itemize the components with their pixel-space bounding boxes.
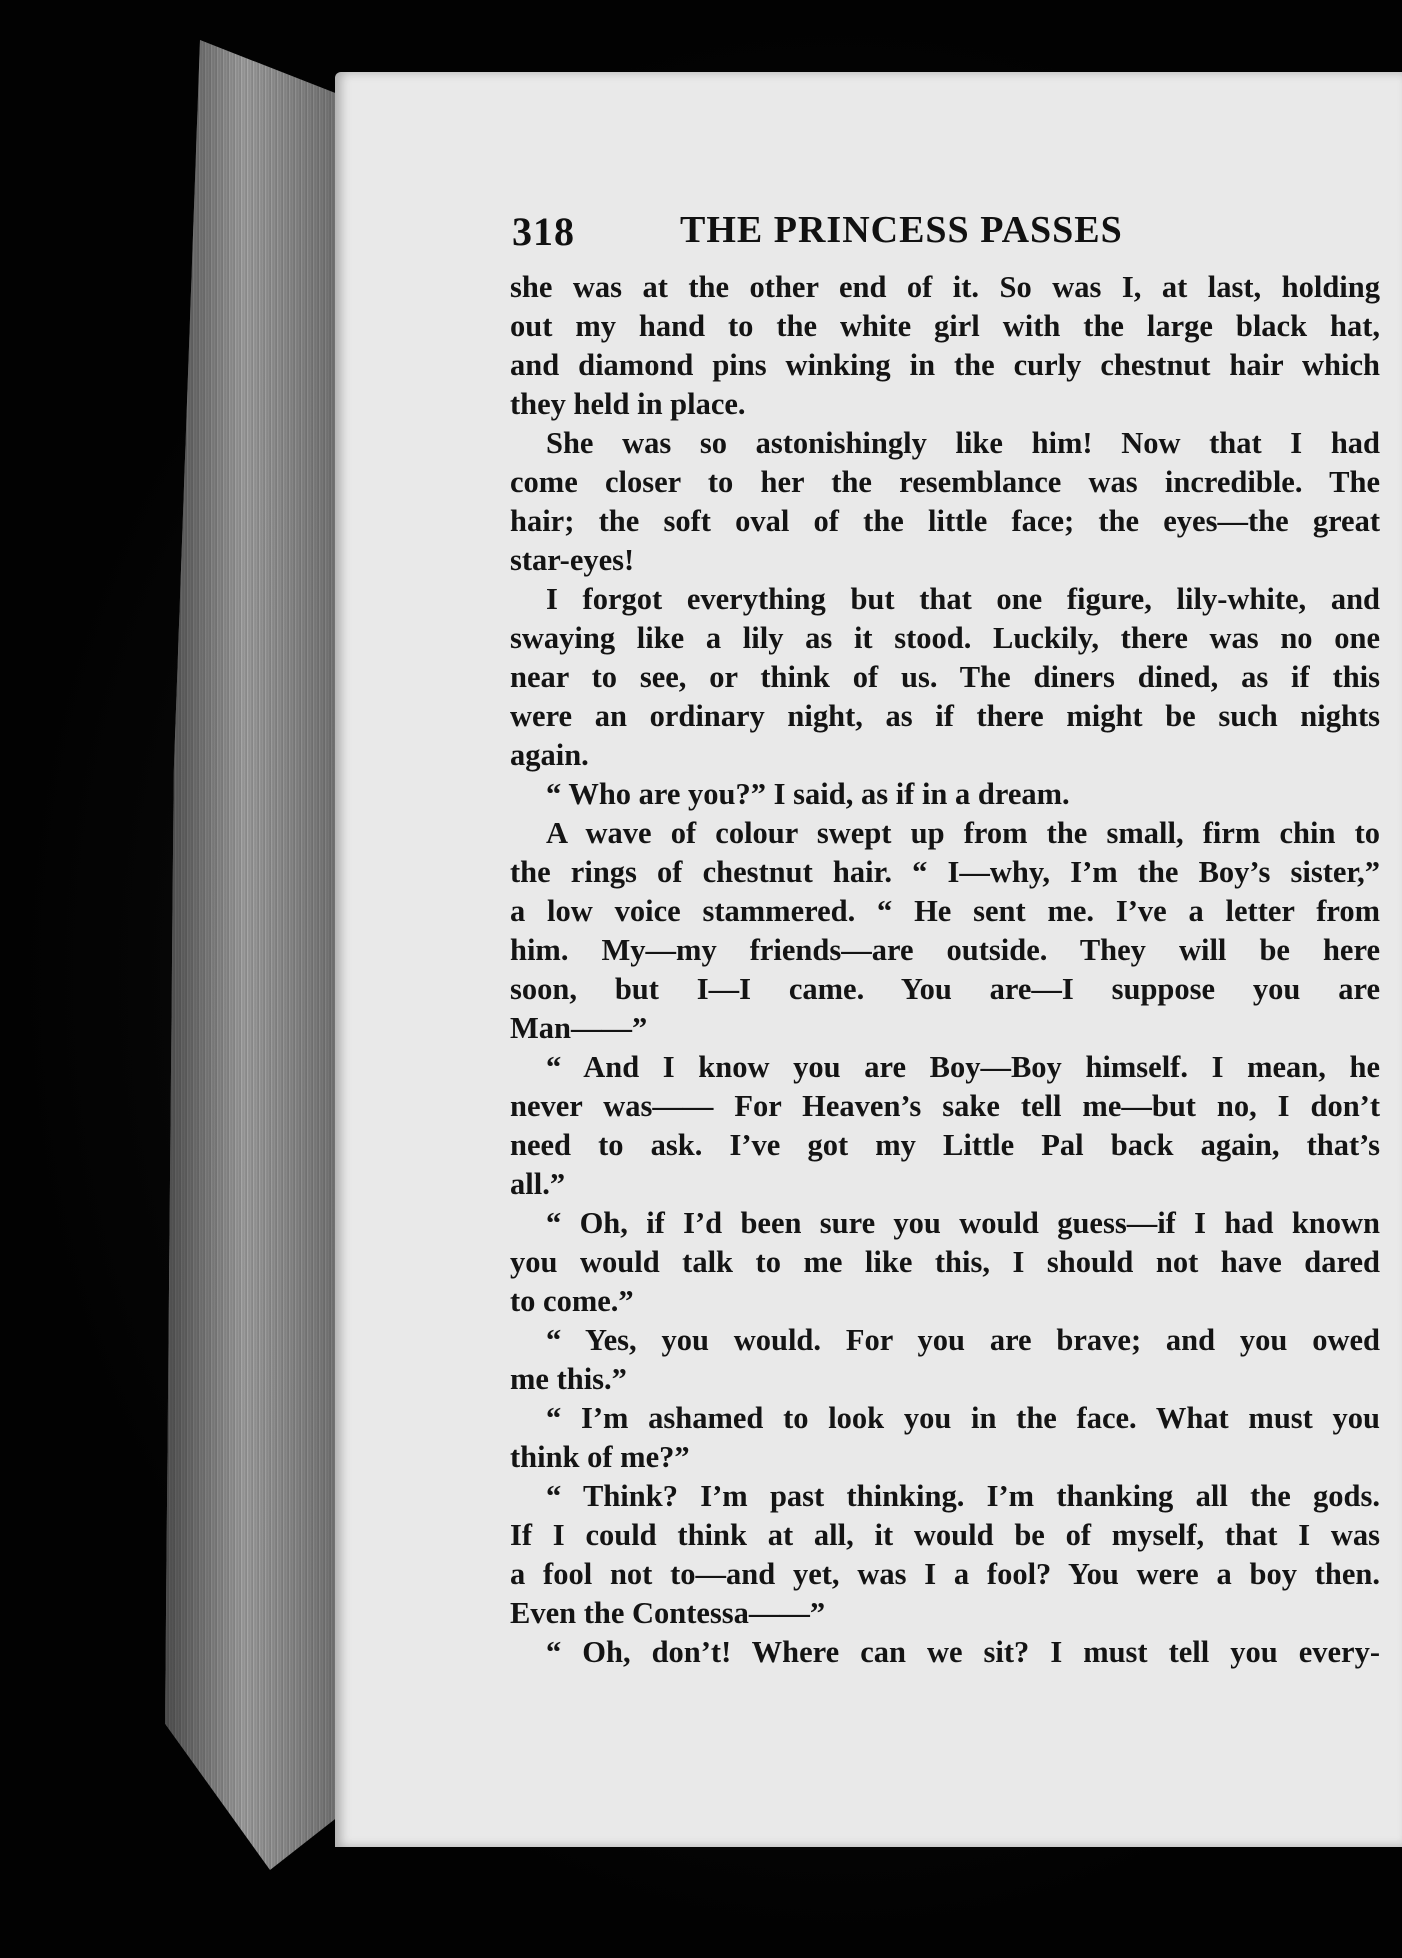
text-line: star-eyes! [510,543,635,577]
text-line: a low voice stammered. “ He sent me. I’ve a letter from [510,894,1380,928]
text-line: need to ask. I’ve got my Little Pal back again, that’s [510,1128,1380,1162]
text-line: soon, but I—I came. You are—I suppose you are [510,972,1380,1006]
text-line: “ And I know you are Boy—Boy himself. I mean, he [546,1050,1380,1084]
book-page-edges-shade [165,40,340,1870]
text-line: again. [510,738,589,772]
text-line: hair; the soft oval of the little face; the eyes—the great [510,504,1380,538]
text-line: they held in place. [510,387,746,421]
text-line: “ Think? I’m past thinking. I’m thanking all the gods. [546,1479,1380,1513]
text-line: and diamond pins winking in the curly chestnut hair which [510,348,1380,382]
text-line: “ Who are you?” I said, as if in a dream. [546,777,1070,811]
text-line: “ Oh, if I’d been sure you would guess—if I had known [546,1206,1380,1240]
text-line: swaying like a lily as it stood. Luckily, there was no one [510,621,1380,655]
text-line: come closer to her the resemblance was incredible. The [510,465,1380,499]
page-header [512,208,1222,258]
page-number: 318 [512,209,575,254]
text-line: him. My—my friends—are outside. They will be here [510,933,1380,967]
text-line: “ I’m ashamed to look you in the face. What must you [546,1401,1380,1435]
text-line: were an ordinary night, as if there might be such nights [510,699,1380,733]
text-line: think of me?” [510,1440,690,1474]
text-line: a fool not to—and yet, was I a fool? You were a boy then. [510,1557,1380,1591]
text-line: never was—— For Heaven’s sake tell me—but no, I don’t [510,1089,1380,1123]
text-line: Man——” [510,1011,648,1045]
text-line: Even the Contessa——” [510,1596,826,1630]
text-line: me this.” [510,1362,627,1396]
body-text [510,268,1380,1672]
text-line: to come.” [510,1284,634,1318]
text-line: I forgot everything but that one figure, lily-white, and [546,582,1380,616]
text-line: A wave of colour swept up from the small, firm chin to [546,816,1380,850]
text-line: She was so astonishingly like him! Now that I had [546,426,1380,460]
text-line: you would talk to me like this, I should not have dared [510,1245,1380,1279]
text-line: the rings of chestnut hair. “ I—why, I’m the Boy’s sister,” [510,855,1380,889]
text-line: out my hand to the white girl with the large black hat, [510,309,1380,343]
text-line: she was at the other end of it. So was I, at last, holding [510,270,1380,304]
text-line: If I could think at all, it would be of myself, that I was [510,1518,1380,1552]
text-line: “ Oh, don’t! Where can we sit? I must tell you every- [546,1635,1380,1669]
text-line: near to see, or think of us. The diners dined, as if this [510,660,1380,694]
running-title: THE PRINCESS PASSES [680,209,1123,251]
text-line: “ Yes, you would. For you are brave; and you owed [546,1323,1380,1357]
text-line: all.” [510,1167,566,1201]
